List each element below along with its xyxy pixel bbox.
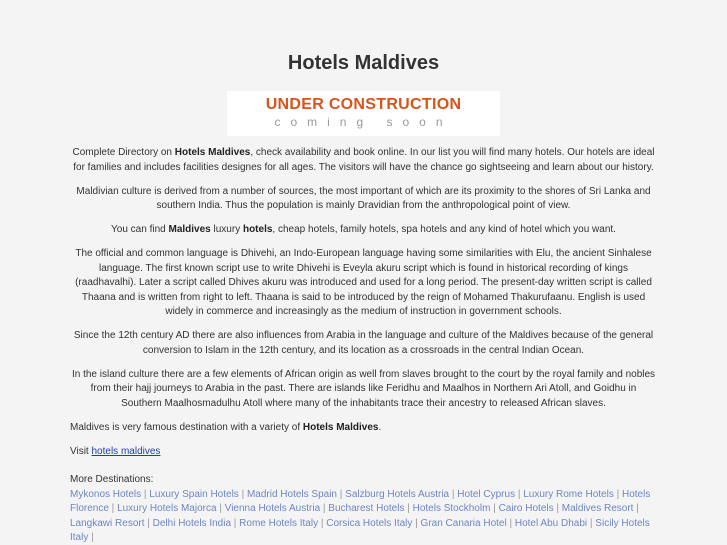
link-separator: | <box>231 517 240 529</box>
link-separator: | <box>553 503 562 514</box>
page-title: Hotels Maldives <box>287 52 440 74</box>
bold-text: Maldives <box>168 224 211 235</box>
bold-text: Hotels Maldives <box>302 421 379 433</box>
link-separator: | <box>141 488 150 500</box>
link-separator: | <box>404 503 413 514</box>
destination-link[interactable]: Madrid Hotels Spain <box>246 488 337 500</box>
link-separator: | <box>320 503 329 514</box>
text: Visit <box>70 445 92 457</box>
link-separator: | <box>633 503 639 514</box>
destination-links <box>70 488 657 545</box>
link-separator: | <box>318 517 327 529</box>
text: , cheap hotels, family hotels, spa hotels and any kind of hotel which you want. <box>272 224 616 235</box>
under-construction-banner <box>227 91 500 136</box>
destination-paragraph <box>70 421 657 436</box>
link-separator: | <box>108 503 118 514</box>
link-separator: | <box>449 488 458 500</box>
destination-link[interactable]: Hotel Abu Dhabi <box>514 517 588 529</box>
text: , check availability and book online. In our list you will find many hotels. Our hotels are ideal for families and includes facilities designes for all ages. The visitors will have the chance go sightseeing and learn about our history. <box>73 147 655 173</box>
intro-paragraph <box>70 146 657 175</box>
visit-paragraph <box>70 445 657 460</box>
bold-text: hotels <box>242 224 273 235</box>
link-separator: | <box>88 532 94 543</box>
main-content <box>70 146 657 545</box>
hotels-maldives-link[interactable]: hotels maldives <box>91 445 161 457</box>
more-destinations-title: More Destinations: <box>70 474 154 485</box>
link-separator: | <box>506 517 515 529</box>
destination-link[interactable]: Salzburg Hotels Austria <box>345 488 450 500</box>
destination-link[interactable]: Hotels Florence <box>70 488 651 514</box>
destination-link[interactable]: Luxury Hotels Majorca <box>117 503 217 514</box>
link-separator: | <box>216 503 225 514</box>
culture-paragraph: Maldivian culture is derived from a number of sources, the most important of which are its proximity to the shores of Sri Lanka and southern India. Thus the population is mainly Dravidian from the anthropological point of view. <box>76 185 651 211</box>
hotels-paragraph <box>70 223 657 238</box>
text: . <box>378 421 382 433</box>
destination-link[interactable]: Luxury Spain Hotels <box>149 488 239 500</box>
text: You can find <box>111 224 169 235</box>
link-separator: | <box>515 488 524 500</box>
language-paragraph: The official and common language is Dhivehi, an Indo-European language having some similarities with Elu, the ancient Sinhalese language. The first known script use to write Dhivehi is Eveyla akuru script which is found in historical recording of kings (raadhavalhi). Later a script called Dhives akuru was introduced and used for a long period. The present-day written script is called Thaana and is written from right to left. Thaana is said to be introduced by the reign of Mohamed Thakurufaanu. English is used widely in commerce and increasingly as the medium of instruction in government schools. <box>75 248 652 317</box>
destination-link[interactable]: Maldives Resort <box>561 503 634 514</box>
destination-link[interactable]: Cairo Hotels <box>498 503 554 514</box>
link-separator: | <box>144 517 153 529</box>
link-separator: | <box>490 503 499 514</box>
banner-headline: UNDER CONSTRUCTION <box>265 96 462 113</box>
banner-subline: coming soon <box>274 115 453 129</box>
destination-link[interactable]: Corsica Hotels Italy <box>326 517 413 529</box>
link-separator: | <box>412 517 421 529</box>
bold-text: Hotels Maldives <box>174 147 251 158</box>
link-separator: | <box>587 517 596 529</box>
more-destinations <box>70 473 657 545</box>
link-separator: | <box>337 488 346 500</box>
text: luxury <box>210 224 243 235</box>
african-paragraph: In the island culture there are a few elements of African origin as well from slaves brought to the court by the royal family and nobles from their hajj journeys to Arabia in the past. There are islands like Feridhu and Maalhos in Northern Ari Atoll, and Goidhu in Southern Maalhosmadulhu Atoll where many of the inhabitants trace their ancestry to released African slaves. <box>71 368 656 409</box>
destination-link[interactable]: Hotels Stockholm <box>412 503 491 514</box>
destination-link[interactable]: Luxury Rome Hotels <box>523 488 614 500</box>
destination-link[interactable]: Delhi Hotels India <box>152 517 232 529</box>
destination-link[interactable]: Rome Hotels Italy <box>239 517 319 529</box>
link-separator: | <box>238 488 247 500</box>
destination-link[interactable]: Mykonos Hotels <box>70 488 142 500</box>
destination-link[interactable]: Langkawi Resort <box>70 517 145 529</box>
destination-link[interactable]: Bucharest Hotels <box>328 503 405 514</box>
destination-link[interactable]: Gran Canaria Hotel <box>420 517 507 529</box>
destination-link[interactable]: Hotel Cyprus <box>457 488 516 500</box>
destination-link[interactable]: Sicily Hotels Italy <box>70 517 650 543</box>
arabia-paragraph: Since the 12th century AD there are also influences from Arabia in the language and culture of the Maldives because of the general conversion to Islam in the 12th century, and its location as a crossroads in the central Indian Ocean. <box>73 330 654 356</box>
text: Complete Directory on <box>72 147 175 158</box>
destination-link[interactable]: Vienna Hotels Austria <box>224 503 321 514</box>
text: Maldives is very famous destination with a variety of <box>70 421 303 433</box>
link-separator: | <box>613 488 622 500</box>
